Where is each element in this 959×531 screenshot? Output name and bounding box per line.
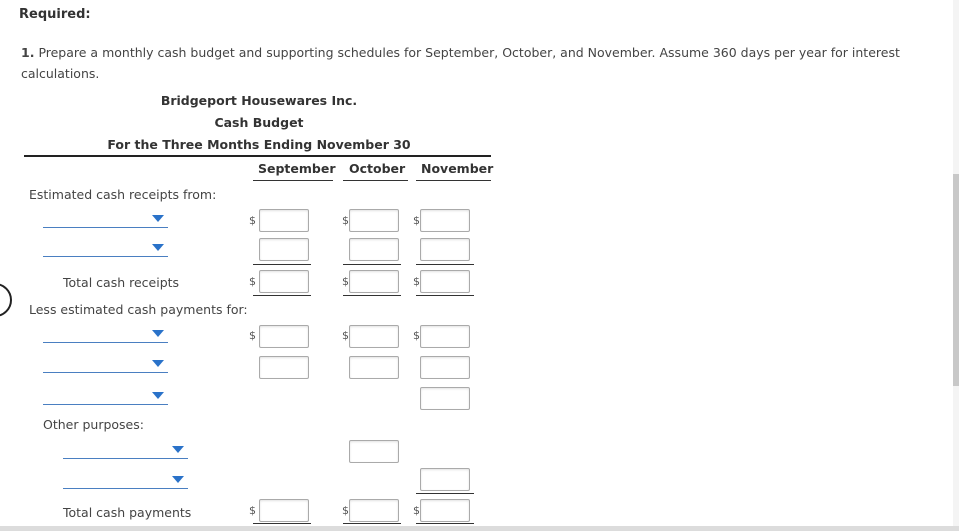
total-receipts-label: Total cash receipts bbox=[63, 275, 180, 290]
other-2-november[interactable] bbox=[420, 468, 470, 491]
total-rule bbox=[416, 295, 474, 296]
dollar-sign: $ bbox=[342, 329, 349, 342]
total-rule bbox=[343, 523, 401, 524]
payment-2-september[interactable] bbox=[259, 356, 309, 379]
receipt-2-september[interactable] bbox=[259, 238, 309, 261]
dollar-sign: $ bbox=[249, 504, 256, 517]
total-payments-label: Total cash payments bbox=[63, 505, 192, 520]
scrollbar-thumb[interactable] bbox=[953, 174, 959, 386]
dollar-sign: $ bbox=[413, 504, 420, 517]
chevron-down-icon bbox=[152, 360, 164, 367]
report-title: Cash Budget bbox=[214, 115, 304, 130]
instruction-text bbox=[21, 42, 901, 84]
instruction-body: Prepare a monthly cash budget and supporting schedules for September, October, and November. Assume 360 days per year for interest calculations. bbox=[21, 45, 900, 81]
total-rule bbox=[253, 523, 311, 524]
total-rule bbox=[253, 295, 311, 296]
payment-2-november[interactable] bbox=[420, 356, 470, 379]
subtotal-rule bbox=[416, 264, 474, 265]
chevron-down-icon bbox=[172, 446, 184, 453]
payment-dropdown-2[interactable] bbox=[43, 356, 168, 373]
total-receipts-november[interactable] bbox=[420, 270, 470, 293]
total-payments-october[interactable] bbox=[349, 499, 399, 522]
payment-1-november[interactable] bbox=[420, 325, 470, 348]
receipt-1-november[interactable] bbox=[420, 209, 470, 232]
total-rule bbox=[416, 523, 474, 524]
receipt-1-october[interactable] bbox=[349, 209, 399, 232]
receipt-2-october[interactable] bbox=[349, 238, 399, 261]
payment-1-september[interactable] bbox=[259, 325, 309, 348]
col-header-november: November bbox=[421, 161, 494, 176]
total-receipts-september[interactable] bbox=[259, 270, 309, 293]
subtotal-rule bbox=[416, 493, 474, 494]
col-rule-september bbox=[253, 180, 333, 181]
receipt-dropdown-1[interactable] bbox=[43, 211, 168, 228]
other-dropdown-2[interactable] bbox=[63, 472, 188, 489]
other-1-october[interactable] bbox=[349, 440, 399, 463]
col-rule-november bbox=[416, 180, 491, 181]
header-rule bbox=[24, 155, 491, 157]
required-heading: Required: bbox=[19, 7, 91, 22]
payment-1-october[interactable] bbox=[349, 325, 399, 348]
instruction-number: 1. bbox=[21, 45, 35, 60]
chevron-down-icon bbox=[152, 215, 164, 222]
dollar-sign: $ bbox=[413, 329, 420, 342]
chevron-down-icon bbox=[152, 392, 164, 399]
col-rule-october bbox=[343, 180, 408, 181]
receipt-1-september[interactable] bbox=[259, 209, 309, 232]
total-payments-november[interactable] bbox=[420, 499, 470, 522]
receipt-dropdown-2[interactable] bbox=[43, 240, 168, 257]
company-name: Bridgeport Housewares Inc. bbox=[160, 93, 358, 108]
dollar-sign: $ bbox=[249, 214, 256, 227]
subtotal-rule bbox=[343, 264, 401, 265]
other-dropdown-1[interactable] bbox=[63, 442, 188, 459]
dollar-sign: $ bbox=[342, 214, 349, 227]
chevron-down-icon bbox=[152, 244, 164, 251]
total-receipts-october[interactable] bbox=[349, 270, 399, 293]
dollar-sign: $ bbox=[342, 504, 349, 517]
dollar-sign: $ bbox=[342, 275, 349, 288]
dollar-sign: $ bbox=[413, 214, 420, 227]
dollar-sign: $ bbox=[249, 329, 256, 342]
payment-2-october[interactable] bbox=[349, 356, 399, 379]
payment-3-november[interactable] bbox=[420, 387, 470, 410]
col-header-september: September bbox=[258, 161, 336, 176]
total-payments-september[interactable] bbox=[259, 499, 309, 522]
subtotal-rule bbox=[253, 264, 311, 265]
receipt-2-november[interactable] bbox=[420, 238, 470, 261]
col-header-october: October bbox=[349, 161, 406, 176]
payments-label: Less estimated cash payments for: bbox=[29, 302, 248, 317]
chevron-down-icon bbox=[172, 476, 184, 483]
other-purposes-label: Other purposes: bbox=[43, 417, 144, 432]
receipts-label: Estimated cash receipts from: bbox=[29, 187, 217, 202]
payment-dropdown-3[interactable] bbox=[43, 388, 168, 405]
bottom-bar bbox=[0, 526, 959, 531]
payment-dropdown-1[interactable] bbox=[43, 326, 168, 343]
dollar-sign: $ bbox=[413, 275, 420, 288]
total-rule bbox=[343, 295, 401, 296]
expand-handle-icon[interactable] bbox=[0, 283, 12, 317]
chevron-down-icon bbox=[152, 330, 164, 337]
report-period: For the Three Months Ending November 30 bbox=[107, 137, 411, 152]
dollar-sign: $ bbox=[249, 275, 256, 288]
